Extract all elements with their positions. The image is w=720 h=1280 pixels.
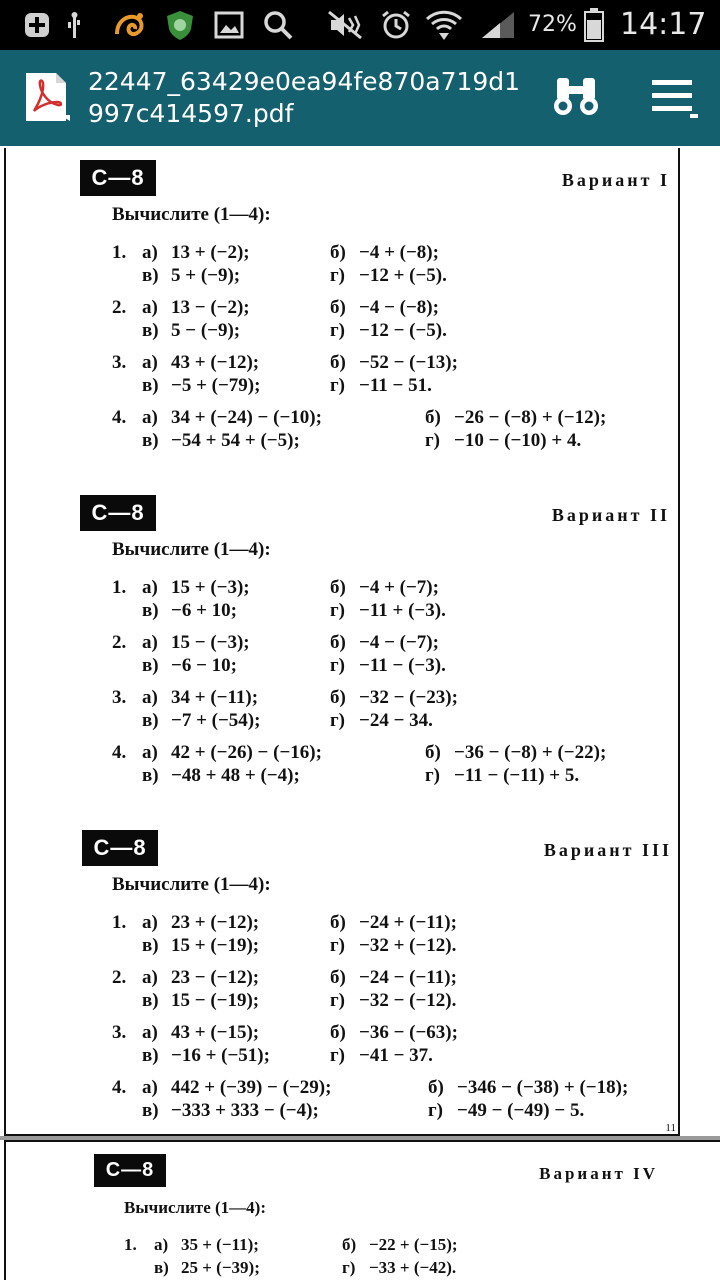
exercise-row xyxy=(112,406,680,429)
expression: −4 − (−7); xyxy=(359,632,439,653)
task-number: 1. xyxy=(112,912,127,933)
exercise-row xyxy=(112,576,680,599)
expression: 43 + (−15); xyxy=(171,1022,260,1043)
task-number: 1. xyxy=(112,242,127,263)
exercise-row xyxy=(112,264,680,287)
exercise-row xyxy=(112,351,680,374)
section-badge: С—8 xyxy=(82,830,158,866)
item-label: в) xyxy=(142,320,159,341)
task-number: 3. xyxy=(112,1022,127,1043)
item-label: а) xyxy=(142,1022,158,1043)
expression: −10 − (−10) + 4. xyxy=(454,430,582,451)
expression: −346 − (−38) + (−18); xyxy=(457,1077,629,1098)
task-number: 2. xyxy=(112,297,127,318)
search-icon xyxy=(260,0,296,50)
task-number: 2. xyxy=(112,632,127,653)
expression: −26 − (−8) + (−12); xyxy=(454,407,607,428)
item-label: в) xyxy=(154,1258,169,1277)
variant-title: Вариант IV xyxy=(539,1164,658,1183)
item-label: в) xyxy=(142,375,159,396)
expression: 13 − (−2); xyxy=(171,297,250,318)
exercise-row xyxy=(112,1076,680,1099)
expression: 5 + (−9); xyxy=(171,265,241,286)
app-bar xyxy=(0,50,720,146)
item-label: б) xyxy=(342,1235,357,1254)
item-label: в) xyxy=(142,990,159,1011)
item-label: б) xyxy=(330,577,346,598)
item-label: б) xyxy=(330,352,346,373)
expression: 43 + (−12); xyxy=(171,352,260,373)
exercise-row xyxy=(124,1256,680,1279)
expression: −11 + (−3). xyxy=(359,600,446,621)
instruction: Вычислите (1—4): xyxy=(112,874,271,895)
exercise-row xyxy=(112,1021,680,1044)
gallery-icon xyxy=(212,0,246,50)
expression: −32 − (−23); xyxy=(359,687,458,708)
expression: −11 − (−3). xyxy=(359,655,446,676)
item-label: б) xyxy=(425,407,441,428)
expression: −49 − (−49) − 5. xyxy=(457,1100,585,1121)
binoculars-icon xyxy=(553,74,599,123)
expression: 15 + (−3); xyxy=(171,577,250,598)
alarm-icon xyxy=(378,0,414,50)
exercise-row xyxy=(112,241,680,264)
page-number: 11 xyxy=(665,1122,676,1134)
clock: 14:17 xyxy=(620,7,707,42)
item-label: б) xyxy=(425,742,441,763)
item-label: в) xyxy=(142,935,159,956)
item-label: в) xyxy=(142,655,159,676)
shield-icon xyxy=(162,0,198,50)
item-label: г) xyxy=(425,765,440,786)
expression: 15 − (−19); xyxy=(171,990,260,1011)
item-label: б) xyxy=(330,297,346,318)
exercise-row xyxy=(112,319,680,342)
expression: −333 + 333 − (−4); xyxy=(171,1100,319,1121)
item-label: г) xyxy=(330,265,345,286)
task-number: 3. xyxy=(112,687,127,708)
exercise-row xyxy=(112,631,680,654)
menu-button[interactable] xyxy=(642,74,702,122)
exercise-row xyxy=(112,764,680,787)
expression: −41 − 37. xyxy=(359,1045,433,1066)
exercise-row xyxy=(112,296,680,319)
exercise-row xyxy=(112,989,680,1012)
item-label: б) xyxy=(330,912,346,933)
expression: −48 + 48 + (−4); xyxy=(171,765,300,786)
exercise-row xyxy=(112,709,680,732)
expression: −11 − (−11) + 5. xyxy=(454,765,580,786)
item-label: в) xyxy=(142,1100,159,1121)
task-number: 1. xyxy=(112,577,127,598)
item-label: г) xyxy=(330,655,345,676)
exercise-row xyxy=(112,741,680,764)
task-number: 4. xyxy=(112,407,127,428)
expression: −6 − 10; xyxy=(171,655,237,676)
expression: −22 + (−15); xyxy=(369,1235,458,1254)
task-number: 4. xyxy=(112,742,127,763)
item-label: г) xyxy=(330,990,345,1011)
item-label: а) xyxy=(142,577,158,598)
item-label: б) xyxy=(330,242,346,263)
expression: 442 + (−39) − (−29); xyxy=(171,1077,332,1098)
exercise-row xyxy=(112,911,680,934)
expression: 15 + (−19); xyxy=(171,935,260,956)
expression: 34 + (−24) − (−10); xyxy=(171,407,322,428)
expression: −4 + (−8); xyxy=(359,242,439,263)
wifi-icon xyxy=(424,0,464,50)
item-label: в) xyxy=(142,265,159,286)
exercise-row xyxy=(124,1233,680,1256)
add-icon xyxy=(22,0,52,50)
expression: −11 − 51. xyxy=(359,375,432,396)
exercise-row xyxy=(112,429,680,452)
exercise-row xyxy=(112,654,680,677)
exercise-row xyxy=(112,934,680,957)
uc-browser-icon xyxy=(112,0,148,50)
task-number: 4. xyxy=(112,1077,127,1098)
item-label: а) xyxy=(142,912,158,933)
item-label: г) xyxy=(330,710,345,731)
variant-title: Вариант III xyxy=(543,840,672,860)
expression: −24 − 34. xyxy=(359,710,433,731)
expression: −12 − (−5). xyxy=(359,320,447,341)
expression: −33 + (−42). xyxy=(369,1258,457,1277)
expression: 35 + (−11); xyxy=(181,1235,259,1254)
instruction: Вычислите (1—4): xyxy=(112,539,271,560)
section-badge: С—8 xyxy=(80,160,156,196)
section-badge: С—8 xyxy=(94,1154,166,1187)
instruction: Вычислите (1—4): xyxy=(112,204,271,225)
expression: −24 − (−11); xyxy=(359,967,457,988)
task-number: 1. xyxy=(124,1235,137,1254)
expression: 23 + (−12); xyxy=(171,912,260,933)
item-label: а) xyxy=(142,742,158,763)
menu-icon xyxy=(646,74,698,123)
expression: 13 + (−2); xyxy=(171,242,250,263)
item-label: г) xyxy=(330,375,345,396)
signal-icon xyxy=(478,0,518,50)
exercise-row xyxy=(112,374,680,397)
expression: −12 + (−5). xyxy=(359,265,447,286)
expression: −54 + 54 + (−5); xyxy=(171,430,300,451)
expression: −36 − (−63); xyxy=(359,1022,458,1043)
item-label: а) xyxy=(142,1077,158,1098)
item-label: г) xyxy=(330,935,345,956)
expression: −4 + (−7); xyxy=(359,577,439,598)
task-number: 3. xyxy=(112,352,127,373)
item-label: б) xyxy=(330,967,346,988)
exercise-row xyxy=(112,1044,680,1067)
status-bar xyxy=(0,0,720,50)
pdf-viewer[interactable] xyxy=(0,146,720,1280)
expression: 25 + (−39); xyxy=(181,1258,260,1277)
expression: −5 + (−79); xyxy=(171,375,261,396)
item-label: а) xyxy=(142,352,158,373)
exercise-row xyxy=(112,966,680,989)
exercise-row xyxy=(112,1099,680,1122)
variant-title: Вариант II xyxy=(551,505,670,525)
mute-icon xyxy=(326,0,366,50)
item-label: в) xyxy=(142,765,159,786)
exercise-row xyxy=(112,599,680,622)
file-name: 22447_63429e0ea94fe870a719d1997c414597.pdf xyxy=(88,67,521,128)
expression: 15 − (−3); xyxy=(171,632,250,653)
item-label: а) xyxy=(142,967,158,988)
expression: −52 − (−13); xyxy=(359,352,458,373)
variant-title: Вариант I xyxy=(561,170,670,190)
item-label: а) xyxy=(142,242,158,263)
item-label: а) xyxy=(142,407,158,428)
item-label: а) xyxy=(142,687,158,708)
section-badge: С—8 xyxy=(80,495,156,531)
expression: 5 − (−9); xyxy=(171,320,241,341)
item-label: в) xyxy=(142,710,159,731)
item-label: г) xyxy=(425,430,440,451)
expression: −24 + (−11); xyxy=(359,912,457,933)
item-label: б) xyxy=(330,1022,346,1043)
instruction: Вычислите (1—4): xyxy=(124,1198,267,1217)
item-label: в) xyxy=(142,430,159,451)
expression: −6 + 10; xyxy=(171,600,237,621)
expression: 23 − (−12); xyxy=(171,967,260,988)
item-label: в) xyxy=(142,1045,159,1066)
battery-icon xyxy=(582,0,606,50)
expression: −4 − (−8); xyxy=(359,297,439,318)
item-label: г) xyxy=(330,1045,345,1066)
item-label: а) xyxy=(142,297,158,318)
task-number: 2. xyxy=(112,967,127,988)
item-label: б) xyxy=(428,1077,444,1098)
usb-icon xyxy=(62,0,86,50)
expression: 42 + (−26) − (−16); xyxy=(171,742,322,763)
exercise-row xyxy=(112,686,680,709)
find-button[interactable] xyxy=(548,74,604,122)
expression: −36 − (−8) + (−22); xyxy=(454,742,607,763)
item-label: а) xyxy=(154,1235,169,1254)
item-label: г) xyxy=(330,600,345,621)
expression: −16 + (−51); xyxy=(171,1045,270,1066)
item-label: в) xyxy=(142,600,159,621)
pdf-app-icon[interactable] xyxy=(20,71,72,123)
expression: 34 + (−11); xyxy=(171,687,259,708)
item-label: б) xyxy=(330,632,346,653)
item-label: г) xyxy=(342,1258,356,1277)
item-label: а) xyxy=(142,632,158,653)
expression: −32 − (−12). xyxy=(359,990,457,1011)
expression: −32 + (−12). xyxy=(359,935,457,956)
battery-percent: 72% xyxy=(528,12,577,37)
expression: −7 + (−54); xyxy=(171,710,261,731)
item-label: б) xyxy=(330,687,346,708)
item-label: г) xyxy=(330,320,345,341)
item-label: г) xyxy=(428,1100,443,1121)
